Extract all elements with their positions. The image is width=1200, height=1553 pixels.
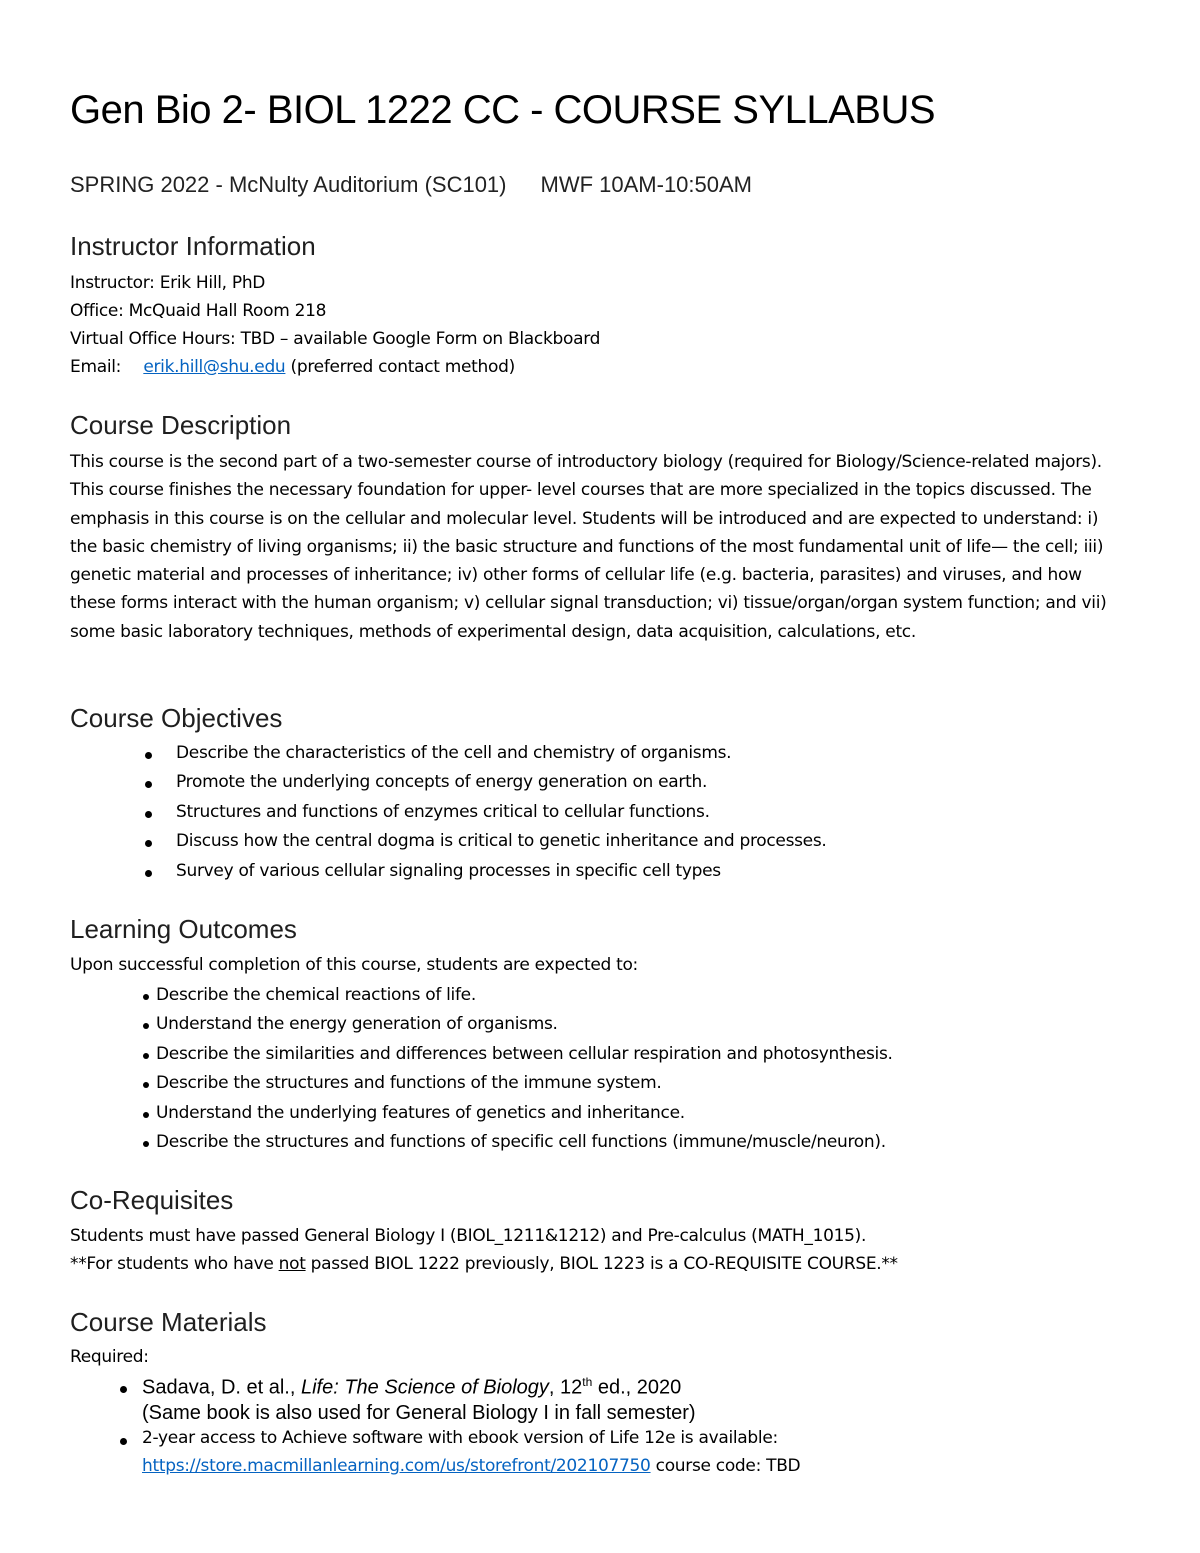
book-edition-rest: ed., 2020	[592, 1376, 682, 1399]
textbook-note: (Same book is also used for General Biology I in fall semester)	[142, 1402, 696, 1424]
email-note: (preferred contact method)	[290, 357, 515, 377]
coreq-underlined: not	[278, 1254, 306, 1274]
store-line	[142, 1456, 800, 1476]
course-term-line	[70, 172, 752, 198]
bullet-icon	[143, 994, 149, 1000]
instructor-heading: Instructor Information	[70, 231, 316, 261]
list-item: Survey of various cellular signaling processes in specific cell types	[176, 861, 721, 881]
materials-required-label: Required:	[70, 1347, 149, 1367]
instructor-email-line	[70, 357, 515, 377]
corequisites-heading: Co-Requisites	[70, 1185, 234, 1215]
list-item: Understand the underlying features of genetics and inheritance.	[156, 1103, 685, 1123]
list-item: Describe the chemical reactions of life.	[156, 985, 476, 1005]
coreq-post: passed BIOL 1222 previously, BIOL 1223 is a CO-REQUISITE COURSE.**	[305, 1254, 898, 1274]
instructor-office: Office: McQuaid Hall Room 218	[70, 301, 327, 321]
list-item: Structures and functions of enzymes critical to cellular functions.	[176, 802, 710, 822]
software-line: 2-year access to Achieve software with ebook version of Life 12e is available:	[142, 1428, 778, 1448]
bullet-icon	[120, 1386, 127, 1393]
course-schedule: MWF 10AM-10:50AM	[540, 172, 752, 197]
description-heading: Course Description	[70, 410, 292, 440]
list-item: Describe the similarities and differences between cellular respiration and photosynthesis.	[156, 1044, 893, 1064]
instructor-name: Instructor: Erik Hill, PhD	[70, 273, 266, 293]
book-edition-sup: th	[582, 1375, 593, 1389]
bullet-icon	[145, 752, 152, 759]
book-title: Life: The Science of Biology	[300, 1376, 549, 1399]
bullet-icon	[143, 1141, 149, 1147]
outcomes-intro: Upon successful completion of this course, students are expected to:	[70, 955, 638, 975]
outcomes-heading: Learning Outcomes	[70, 914, 297, 944]
coreq-pre: **For students who have	[70, 1254, 279, 1274]
materials-heading: Course Materials	[70, 1307, 267, 1337]
bullet-icon	[143, 1023, 149, 1029]
list-item: Describe the structures and functions of the immune system.	[156, 1073, 662, 1093]
bullet-icon	[120, 1438, 127, 1445]
bullet-icon	[145, 781, 152, 788]
objectives-heading: Course Objectives	[70, 703, 283, 733]
bullet-icon	[145, 811, 152, 818]
course-term: SPRING 2022 - McNulty Auditorium (SC101)	[70, 172, 507, 197]
book-edition-num: , 12	[548, 1376, 583, 1399]
bullet-icon	[145, 840, 152, 847]
bullet-icon	[143, 1082, 149, 1088]
corequisites-line-1: Students must have passed General Biology I (BIOL_1211&1212) and Pre-calculus (MATH_1015).	[70, 1226, 867, 1246]
list-item: Promote the underlying concepts of energy generation on earth.	[176, 772, 708, 792]
list-item: Understand the energy generation of organisms.	[156, 1014, 558, 1034]
email-link[interactable]: erik.hill@shu.edu	[143, 357, 286, 377]
instructor-hours: Virtual Office Hours: TBD – available Google Form on Blackboard	[70, 329, 601, 349]
list-item: Describe the structures and functions of specific cell functions (immune/muscle/neuron).	[156, 1132, 886, 1152]
list-item: Discuss how the central dogma is critical to genetic inheritance and processes.	[176, 831, 827, 851]
bullet-icon	[143, 1053, 149, 1059]
list-item: Describe the characteristics of the cell and chemistry of organisms.	[176, 743, 732, 763]
store-link[interactable]: https://store.macmillanlearning.com/us/storefront/202107750	[142, 1456, 651, 1476]
bullet-icon	[145, 870, 152, 877]
corequisites-line-2	[70, 1254, 898, 1274]
description-text: This course is the second part of a two-semester course of introductory biology (required for Biology/Science-related majors). This course finishes the necessary foundation for upper- level courses that are more specialized in the topics discussed. The emphasis in this course is on the cellular and molecular level. Students will be introduced and are expected to understand: i) the basic chemistry of living organisms; ii) the basic structure and functions of the most fundamental unit of life— the cell; iii) genetic material and processes of inheritance; iv) other forms of cellular life (e.g. bacteria, parasites) and viruses, and how these forms interact with the human organism; v) cellular signal transduction; vi) tissue/organ/organ system function; and vii) some basic laboratory techniques, methods of experimental design, data acquisition, calculations, etc.	[70, 452, 1107, 642]
bullet-icon	[143, 1112, 149, 1118]
book-author: Sadava, D. et al.,	[142, 1376, 301, 1399]
page-title: Gen Bio 2- BIOL 1222 CC - COURSE SYLLABUS	[70, 88, 936, 132]
course-code: course code: TBD	[650, 1456, 801, 1476]
email-label: Email:	[70, 357, 122, 377]
textbook-citation	[142, 1375, 681, 1400]
